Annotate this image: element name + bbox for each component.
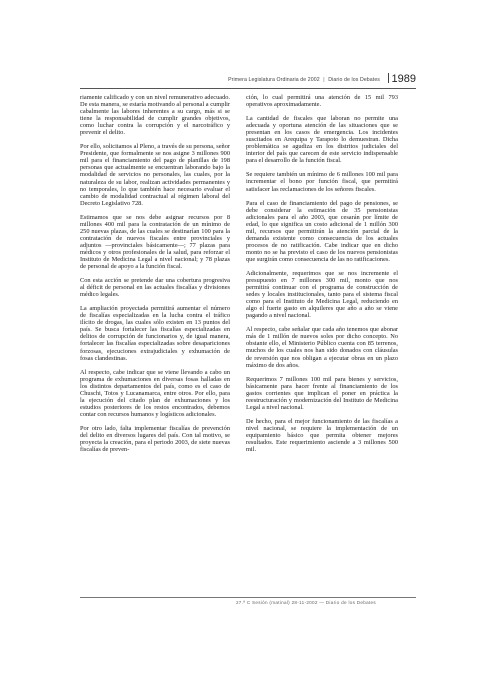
page-number: 1989 [391, 73, 416, 85]
page-number-block [388, 73, 416, 85]
paragraph: Por ello, solicitamos al Pleno, a través de su persona, señor Presidente, que formalmente se nos asigne 3 millones 900 mil para el financiamiento del pago de planillas de 198 personas que actualmente se encuentran laborando bajo la modalidad de servicios no personales, las cuales, por la naturaleza de su labor, realizan actividades permanentes y no temporales, lo que también hace necesario evaluar el cambio de modalidad contractual al régimen laboral del Decreto Legislativo 728. [80, 143, 230, 207]
paragraph: Al respecto, cabe señalar que cada año tenemos que abonar más de 1 millón de nuevos soles por dicho concepto. No obstante ello, el Ministerio Público cuenta con 85 terrenos, muchos de los cuales nos han sido donados con cláusulas de reversión que nos obligan a ejecutar obras en un plazo máximo de dos años. [246, 326, 398, 369]
paragraph: La ampliación proyectada permitirá aumentar el número de fiscalías especializadas en la lucha contra el tráfico ilícito de drogas, las cuales sólo existen en 13 puntos del país. Se busca fortalecer las fiscalías especializadas en delitos de corrupción de funcionarios y, de igual manera, fortalecer las fiscalías especializadas sobre desapariciones forzosas, ejecuciones extrajudiciales y exhumación de fosas clandestinas. [80, 305, 230, 362]
paragraph: Por otro lado, falta implementar fiscalías de prevención del delito en diversos lugares del país. Con tal motivo, se proyecta la creación, para el periodo 2003, de siete nuevas fiscalías de preven- [80, 424, 230, 454]
paragraph: Al respecto, cabe indicar que se viene llevando a cabo un programa de exhumaciones en diversas fosas halladas en los distintos departamentos del país, como es el caso de Chuschi, Totos y Lucanamarca, entre otros. Por ello, para la ejecución del citado plan de exhumaciones y los estudios posteriores de los restos encontrados, debemos contar con recursos humanos y logísticos adicionales. [80, 368, 230, 418]
paragraph: ción, lo cual permitirá una atención de 15 mil 793 operativos aproximadamente. [246, 94, 398, 109]
paragraph: Estimamos que se nos debe asignar recursos por 8 millones 400 mil para la contratación de un mínimo de 250 nuevas plazas, de las cuales se destinarían 100 para la contratación de nuevos fiscales entre provinciales y adjuntos —provinciales básicamente—; 77 plazas para médicos y otros profesionales de la salud, para reforzar el Instituto de Medicina Legal a nivel nacional; y 78 plazas de personal de apoyo a la función fiscal. [80, 213, 230, 271]
paragraph: Adicionalmente, requerimos que se nos incremente el presupuesto en 7 millones 300 mil, monto que nos permitirá continuar con el programa de construcción de sedes y locales institucionales, tanto para el sistema fiscal como para el Instituto de Medicina Legal, reduciendo en algo el fuerte gasto en alquileres que año a año se viene pagando a nivel nacional. [246, 269, 398, 320]
publication-title: Primera Legislatura Ordinaria de 2002 [228, 77, 320, 83]
left-column [80, 94, 230, 460]
paragraph: Con esta acción se pretende dar una cobertura progresiva al déficit de personal en las actuales fiscalías y divisiones médico legales. [80, 277, 230, 299]
header-separator: | [323, 77, 325, 83]
right-column [246, 94, 398, 460]
paragraph: De hecho, para el mejor funcionamiento de las fiscalías a nivel nacional, se requiere la implementación de un equipamiento básico que permita obtener mejores resultados. Este requerimiento asciende a 3 millones 500 mil. [246, 417, 398, 454]
paragraph: riamente calificado y con un nivel remunerativo adecuado. De esta manera, se estaría motivando al personal a cumplir cabalmente las labores inherentes a su cargo, más si se tiene la responsabilidad de cumplir grandes objetivos, como luchar contra la corrupción y el narcotráfico y prevenir el delito. [80, 94, 230, 137]
paragraph: Requerimos 7 millones 100 mil para bienes y servicios, básicamente para hacer frente al financiamiento de los gastos corrientes que implican el poner en práctica la reestructuración y modernización del Instituto de Medicina Legal a nivel nacional. [246, 375, 398, 411]
paragraph: La cantidad de fiscales que laboran no permite una adecuada y oportuna atención de las situaciones que se presentan en los casos de emergencia. Los incidentes suscitados en Arequipa y Tarapoto lo demuestran. Dicha problemática se agudiza en los distritos judiciales del interior del país que carecen de este servicio indispensable para el desarrollo de la función fiscal. [246, 115, 398, 165]
running-header [228, 77, 380, 83]
journal-title: Diario de los Debates [328, 77, 380, 83]
paragraph: Para el caso de financiamiento del pago de pensiones, se debe considerar la estimación de 35 pensionistas adicionales para el año 2003, que cesarán por límite de edad, lo que significa un costo adicional de 1 millón 300 mil, recursos que permitirán la atención parcial de la demanda existente como consecuencia de los actuales procesos de no ratificación. Cabe indicar que en dicho monto no se ha previsto el caso de los nuevos pensionistas que surgirán como consecuencia de las no ratificaciones. [246, 199, 398, 263]
paragraph: Se requiere también un mínimo de 6 millones 100 mil para incrementar el bono por función fiscal, que permitirá satisfacer las reclamaciones de los señores fiscales. [246, 171, 398, 193]
footer-session-info: 27.ª C Sesión (matinal) 28-11-2002 — Diario de los Debates [235, 600, 376, 605]
page-footer [80, 597, 416, 608]
page-number-rule [388, 73, 389, 83]
page-header [80, 72, 416, 89]
